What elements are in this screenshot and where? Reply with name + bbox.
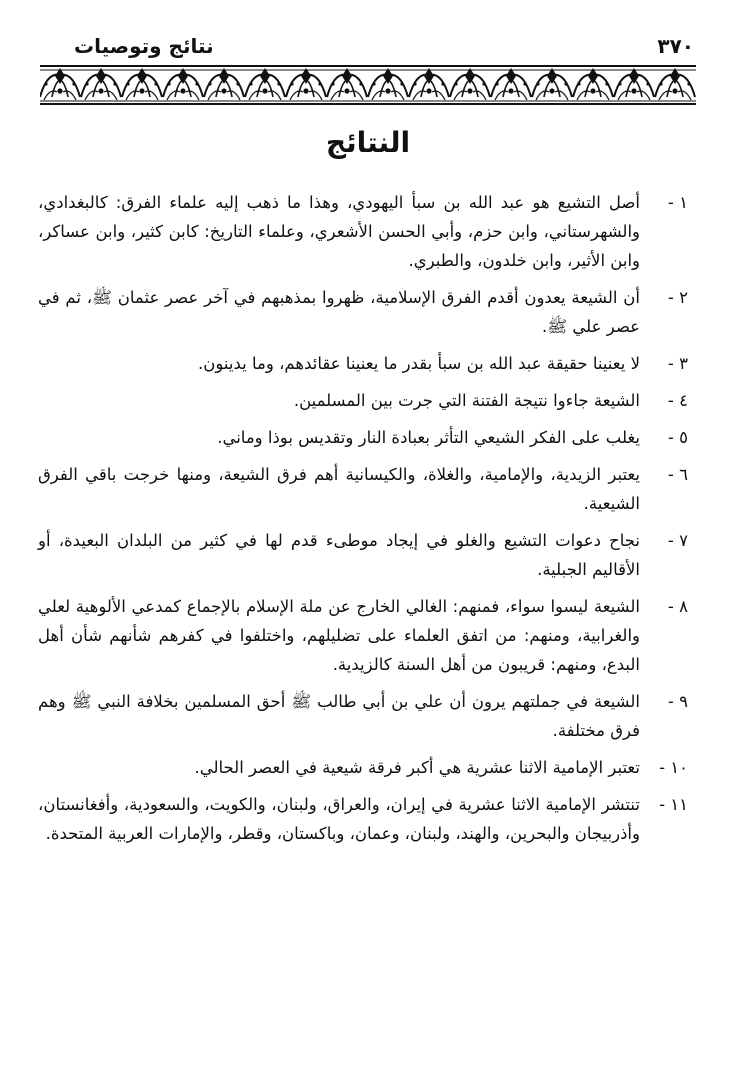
decorative-floral-band-icon <box>40 64 696 106</box>
item-text: لا يعنينا حقيقة عبد الله بن سبأ بقدر ما يعنينا عقائدهم، وما يدينون. <box>198 354 640 373</box>
item-text: الشيعة جاءوا نتيجة الفتنة التي جرت بين المسلمين. <box>293 391 640 410</box>
page-number: ٣٧٠ <box>657 34 694 58</box>
results-list <box>38 188 688 856</box>
item-text: أصل التشيع هو عبد الله بن سبأ اليهودي، وهذا ما ذهب إليه علماء الفرق: كالبغدادي، والشهرستاني، وابن حزم، وأبي الحسن الأشعري، وعلماء التاريخ: كابن كثير، وابن عساكر، وابن الأثير، وابن خلدون، والطبري. <box>38 193 640 270</box>
item-number: ٩ - <box>667 692 688 711</box>
item-text: تعتبر الإمامية الاثنا عشرية هي أكبر فرقة شيعية في العصر الحالي. <box>194 758 640 777</box>
item-number: ٢ - <box>667 288 688 307</box>
item-text: أن الشيعة يعدون أقدم الفرق الإسلامية، ظهروا بمذهبهم في آخر عصر عثمان ﷺ، ثم في عصر علي ﷺ. <box>38 288 640 336</box>
item-number: ١٠ - <box>659 758 688 777</box>
list-item <box>38 423 688 452</box>
list-item <box>38 460 688 518</box>
list-item <box>38 753 688 782</box>
list-item <box>38 386 688 415</box>
list-item <box>38 283 688 341</box>
item-number: ٦ - <box>667 465 688 484</box>
list-item <box>38 687 688 745</box>
list-item <box>38 526 688 584</box>
item-number: ٨ - <box>667 597 688 616</box>
item-number: ٥ - <box>667 428 688 447</box>
list-item <box>38 349 688 378</box>
item-number: ٧ - <box>667 531 688 550</box>
item-text: نجاح دعوات التشيع والغلو في إيجاد موطىء قدم لها في كثير من البلدان البعيدة، أو الأقاليم الجبلية. <box>38 531 640 579</box>
item-text: يعتبر الزيدية، والإمامية، والغلاة، والكيسانية أهم فرق الشيعة، ومنها خرجت باقي الفرق الشيعية. <box>38 465 640 513</box>
item-number: ١١ - <box>659 795 688 814</box>
item-number: ٤ - <box>667 391 688 410</box>
running-title: نتائج وتوصيات <box>74 34 214 58</box>
section-heading: النتائج <box>325 126 411 159</box>
item-number: ١ - <box>667 193 688 212</box>
item-number: ٣ - <box>667 354 688 373</box>
item-text: يغلب على الفكر الشيعي التأثر بعبادة النار وتقديس بوذا وماني. <box>217 428 640 447</box>
list-item <box>38 592 688 679</box>
running-header <box>40 30 696 62</box>
item-text: الشيعة ليسوا سواء، فمنهم: الغالي الخارج عن ملة الإسلام بالإجماع كمدعي الألوهية لعلي والغرابية، ومنهم: من اتفق العلماء على تضليلهم، واختلفوا في كفرهم شأنهم شأن أهل البدع، ومنهم: قريبون من أهل السنة كالزيدية. <box>38 597 640 674</box>
list-item <box>38 188 688 275</box>
item-text: تنتشر الإمامية الاثنا عشرية في إيران، والعراق، ولبنان، والكويت، والسعودية، وأفغانستان، وأذربيجان والبحرين، والهند، ولبنان، وعمان، وباكستان، وقطر، والإمارات العربية المتحدة. <box>38 795 640 843</box>
item-text: الشيعة في جملتهم يرون أن علي بن أبي طالب ﷺ أحق المسلمين بخلافة النبي ﷺ وهم فرق مختلفة. <box>38 692 640 740</box>
list-item <box>38 790 688 848</box>
